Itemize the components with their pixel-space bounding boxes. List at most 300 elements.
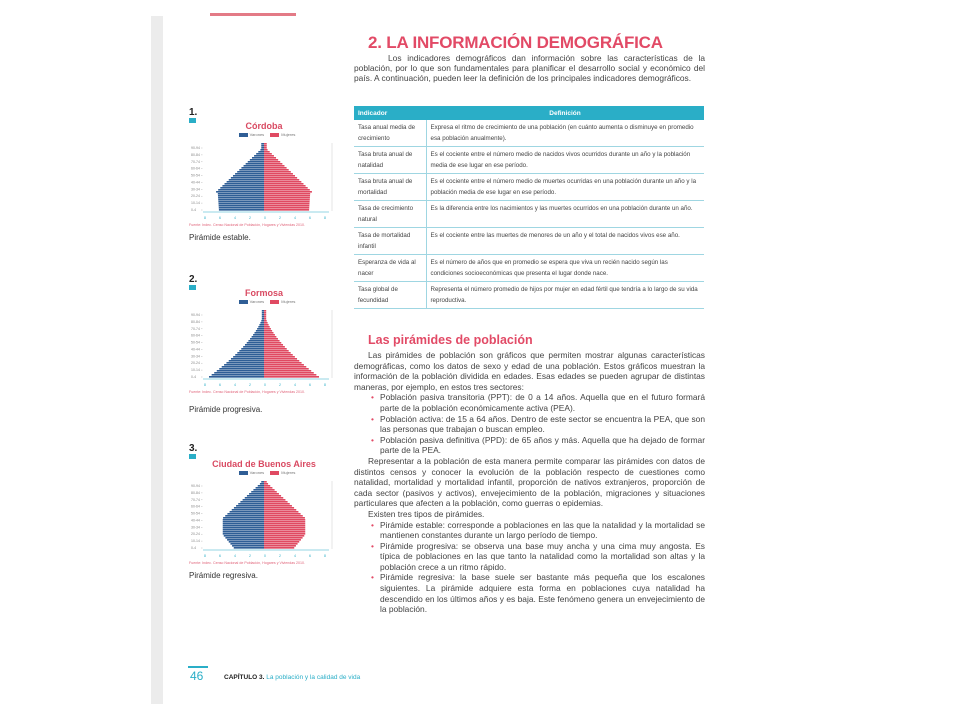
male-bar [223, 523, 264, 525]
male-bar [261, 481, 264, 483]
male-bar [260, 322, 264, 324]
age-label: 80-84 [191, 319, 200, 324]
female-bar [264, 350, 289, 352]
female-bar [264, 354, 293, 356]
female-bar [264, 147, 267, 149]
male-bar [238, 503, 264, 505]
female-bar [264, 374, 316, 376]
female-bar [264, 181, 301, 183]
x-tick-label: 2 [279, 216, 281, 220]
age-label: 70-74 [191, 497, 200, 502]
female-bar [264, 535, 304, 537]
female-bar [264, 326, 270, 328]
male-bar [226, 362, 264, 364]
female-bar [264, 151, 270, 153]
male-bar [225, 537, 264, 539]
male-bar [243, 499, 264, 501]
female-bar [264, 149, 268, 151]
male-bar [239, 350, 264, 352]
pyramid-title: Ciudad de Buenos Aires [212, 459, 316, 469]
female-bar [264, 483, 268, 485]
female-bar [264, 366, 306, 368]
male-bar [219, 209, 264, 211]
male-bar [222, 185, 264, 187]
age-label: 10-14 [191, 539, 200, 544]
table-row [354, 120, 704, 147]
male-bar [231, 177, 264, 179]
age-label: 20-24 [191, 194, 200, 199]
female-bar [264, 497, 283, 499]
female-swatch [270, 133, 279, 137]
female-bar [264, 342, 281, 344]
chapter-footer [224, 674, 360, 681]
pyramid-figure-1 [189, 107, 339, 247]
age-label: 90-94 [191, 484, 200, 488]
female-bar [264, 314, 266, 316]
female-bar [264, 155, 274, 157]
x-tick-label: 6 [309, 554, 311, 558]
figure-number: 1. [189, 107, 198, 118]
male-bar [220, 187, 264, 189]
x-tick-label: 2 [249, 216, 251, 220]
figure-caption: Pirámide estable. [189, 233, 251, 242]
x-tick-label: 6 [219, 383, 221, 387]
source-note: Fuente: Indec. Censo Nacional de Población, Hogares y Viviendas 2010. [189, 390, 306, 394]
male-bar [256, 487, 264, 489]
age-label: 40-44 [191, 180, 200, 185]
male-bar [261, 147, 264, 149]
female-bar [264, 167, 287, 169]
female-bar [264, 145, 267, 147]
male-bar [258, 485, 264, 487]
male-bar [214, 372, 264, 374]
female-bar [264, 322, 268, 324]
definition-cell: Es el cociente entre las muertes de menores de un año y el total de nacidos vivos ese año. [426, 228, 704, 255]
x-tick-label: 8 [204, 383, 206, 387]
female-bar [264, 541, 299, 543]
pyramid-legend [189, 132, 339, 137]
male-bar [244, 165, 264, 167]
table-row [354, 174, 704, 201]
age-label: 50-54 [191, 173, 200, 178]
pyramid-chart [189, 139, 339, 221]
female-bar [264, 207, 309, 209]
male-bar [248, 161, 264, 163]
male-bar [262, 316, 264, 318]
female-bar [264, 368, 309, 370]
female-bar [264, 185, 306, 187]
intro-paragraph: Los indicadores demográficos dan información sobre las características de la población, por lo que son fundamentales para planificar el desarrollo social y económico del país. A continuación, pueden leer la definición de los principales indicadores demográficos. [354, 53, 705, 83]
female-bar [264, 358, 297, 360]
pyramid-chart [189, 306, 339, 388]
age-label: 30-34 [191, 187, 200, 192]
male-bar [250, 338, 264, 340]
female-bar [264, 171, 291, 173]
age-label: 0-4 [191, 375, 197, 379]
female-bar [264, 191, 312, 193]
male-bar [235, 354, 264, 356]
male-bar [209, 376, 264, 378]
age-label: 30-34 [191, 354, 200, 359]
male-swatch [239, 300, 248, 304]
male-bar [218, 199, 264, 201]
legend-female: Mujeres [281, 299, 296, 304]
male-bar [262, 314, 264, 316]
male-bar [246, 163, 264, 165]
x-tick-label: 4 [294, 216, 296, 220]
female-swatch [270, 471, 279, 475]
header-indicator: Indicador [354, 106, 426, 120]
age-label: 50-54 [191, 511, 200, 516]
age-label: 60-64 [191, 504, 200, 509]
figure-number: 2. [189, 274, 198, 285]
female-bar [264, 533, 305, 535]
female-bar [264, 328, 271, 330]
female-bar [264, 173, 293, 175]
male-bar [232, 545, 264, 547]
female-bar [264, 362, 302, 364]
male-bar [257, 328, 264, 330]
age-label: 90-94 [191, 313, 200, 317]
age-label: 30-34 [191, 525, 200, 530]
male-bar [223, 533, 264, 535]
legend-male: Varones [249, 470, 265, 475]
indicator-cell: Tasa global de fecundidad [354, 282, 426, 309]
age-label: 0-4 [191, 208, 197, 212]
female-bar [264, 372, 314, 374]
male-bar [229, 360, 264, 362]
female-bar [264, 334, 275, 336]
female-bar [264, 187, 308, 189]
x-tick-label: 2 [279, 383, 281, 387]
indicator-cell: Tasa de mortalidad infantil [354, 228, 426, 255]
male-bar [225, 183, 264, 185]
page-spine [151, 16, 163, 704]
female-bar [264, 199, 310, 201]
female-bar [264, 511, 298, 513]
x-tick-label: 8 [204, 554, 206, 558]
male-bar [237, 352, 264, 354]
female-bar [264, 310, 266, 312]
header-definition: Definición [426, 106, 704, 120]
figure-caption: Pirámide progresiva. [189, 405, 263, 414]
age-label: 10-14 [191, 368, 200, 373]
x-tick-label: 2 [279, 554, 281, 558]
female-bar [264, 193, 310, 195]
table-row [354, 147, 704, 174]
male-bar [223, 519, 264, 521]
x-tick-label: 6 [219, 216, 221, 220]
male-bar [245, 344, 264, 346]
list-item: • Población pasiva transitoria (PPT): de 0 a 14 años. Aquella que en el futuro formará parte de la población económicamente activa (PEA). [380, 392, 705, 413]
female-bar [264, 177, 297, 179]
definition-cell: Es el cociente entre el número medio de muertes ocurridas en una población durante un año y la población media de ese lugar en ese período. [426, 174, 704, 201]
female-bar [264, 346, 285, 348]
female-bar [264, 515, 303, 517]
indicator-cell: Tasa anual media de crecimiento [354, 120, 426, 147]
male-bar [227, 539, 264, 541]
male-bar [252, 157, 264, 159]
table-row [354, 282, 704, 309]
male-bar [219, 205, 264, 207]
female-bar [264, 195, 310, 197]
male-bar [259, 324, 264, 326]
female-bar [264, 169, 289, 171]
x-tick-label: 8 [324, 554, 326, 558]
female-bar [264, 165, 284, 167]
indicator-cell: Tasa bruta anual de natalidad [354, 147, 426, 174]
female-bar [264, 481, 267, 483]
male-bar [222, 366, 264, 368]
male-bar [236, 505, 264, 507]
figure-number: 3. [189, 443, 198, 454]
male-bar [212, 374, 264, 376]
male-bar [250, 159, 264, 161]
female-bar [264, 531, 305, 533]
male-bar [224, 535, 264, 537]
x-tick-label: 6 [309, 216, 311, 220]
pyramid-types-list [354, 520, 705, 615]
female-bar [264, 336, 276, 338]
female-bar [264, 521, 305, 523]
x-tick-label: 8 [324, 383, 326, 387]
paragraph: Existen tres tipos de pirámides. [368, 508, 485, 519]
male-bar [256, 153, 264, 155]
age-label: 90-94 [191, 146, 200, 150]
pyramid-title: Córdoba [245, 121, 283, 131]
age-label: 70-74 [191, 326, 200, 331]
chapter-label: CAPÍTULO 3. [224, 674, 265, 681]
indicators-table [354, 106, 704, 309]
female-bar [264, 529, 305, 531]
paragraph: Las pirámides de población son gráficos que permiten mostrar algunas características demográficas, como los datos de sexo y edad de una población. Estos gráficos muestran la información de la población dividida en edades. Esas edades se pueden agrupar de distintas maneras, por ejemplo, en estos tres sectores: [354, 350, 705, 392]
female-bar [264, 547, 294, 549]
male-bar [258, 326, 264, 328]
pyramid-title: Formosa [244, 288, 283, 298]
female-bar [264, 201, 310, 203]
female-bar [264, 356, 295, 358]
male-bar [245, 497, 264, 499]
male-bar [223, 525, 264, 527]
male-bar [260, 483, 264, 485]
female-bar [264, 340, 280, 342]
female-bar [264, 519, 305, 521]
legend-male: Varones [249, 132, 265, 137]
male-bar [260, 149, 264, 151]
male-bar [248, 340, 264, 342]
female-bar [264, 352, 291, 354]
male-bar [227, 513, 264, 515]
male-bar [233, 356, 264, 358]
list-item: • Pirámide regresiva: la base suele ser bastante más pequeña que los escalones siguientes. La pirámide adquiere esta forma en poblaciones cuya natalidad ha descendido en los últimos años y es baja. Este fenómeno genera un envejecimiento de la población. [380, 572, 705, 614]
male-bar [223, 521, 264, 523]
male-bar [227, 181, 264, 183]
male-bar [241, 167, 264, 169]
page-number: 46 [190, 669, 204, 683]
female-bar [264, 491, 277, 493]
legend-female: Mujeres [281, 132, 296, 137]
male-bar [262, 310, 264, 312]
x-tick-label: 4 [234, 554, 236, 558]
female-bar [264, 197, 310, 199]
definition-cell: Representa el número promedio de hijos por mujer en edad fértil que tendría a lo largo de su vida reproductiva. [426, 282, 704, 309]
female-bar [264, 489, 275, 491]
x-tick-label: 0 [264, 554, 266, 558]
pyramid-figure-2 [189, 274, 339, 419]
female-bar [264, 143, 267, 145]
female-bar [264, 203, 310, 205]
male-bar [219, 207, 264, 209]
male-bar [224, 364, 264, 366]
paragraph: Representar a la población de esta manera permite comparar las pirámides con datos de distintos censos y conocer la evolución de la población respecto de cuestiones como natalidad, mortalidad y mortalidad infantil, proporción de nativos extranjeros, proporción de cada sector (pasivos y activos), envejecimiento de la población, migraciones y situaciones particulares que afecten a la población, como guerras o epidemias. [354, 455, 705, 509]
age-label: 80-84 [191, 152, 200, 157]
female-bar [264, 505, 292, 507]
x-tick-label: 2 [249, 554, 251, 558]
female-bar [264, 344, 283, 346]
female-bar [264, 485, 270, 487]
male-bar [253, 334, 264, 336]
male-bar [234, 507, 264, 509]
female-bar [264, 338, 278, 340]
male-bar [218, 201, 264, 203]
female-bar [264, 318, 266, 320]
x-tick-label: 4 [294, 554, 296, 558]
male-bar [218, 193, 264, 195]
female-bar [264, 525, 305, 527]
x-tick-label: 6 [219, 554, 221, 558]
pyramid-legend [189, 299, 339, 304]
male-bar [231, 358, 264, 360]
age-label: 80-84 [191, 490, 200, 495]
indicator-cell: Tasa de crecimiento natural [354, 201, 426, 228]
male-bar [234, 547, 264, 549]
female-bar [264, 209, 309, 211]
male-bar [256, 330, 264, 332]
sector-list [354, 392, 705, 456]
male-bar [230, 543, 264, 545]
male-bar [233, 175, 264, 177]
body-text [354, 350, 705, 615]
list-item: • Población pasiva definitiva (PPD): de 65 años y más. Aquella que ha dejado de formar parte de la PEA. [380, 435, 705, 456]
male-bar [216, 191, 264, 193]
female-bar [264, 527, 305, 529]
indicator-cell: Esperanza de vida al nacer [354, 255, 426, 282]
male-bar [223, 531, 264, 533]
x-tick-label: 0 [264, 383, 266, 387]
female-bar [264, 159, 278, 161]
male-bar [223, 529, 264, 531]
male-bar [261, 320, 264, 322]
female-bar [264, 513, 301, 515]
male-bar [225, 515, 264, 517]
female-bar [264, 545, 296, 547]
table-row [354, 201, 704, 228]
female-bar [264, 205, 309, 207]
female-bar [264, 376, 319, 378]
male-bar [247, 342, 264, 344]
male-bar [218, 197, 264, 199]
female-bar [264, 509, 296, 511]
list-item: • Población activa: de 15 a 64 años. Dentro de este sector se encuentra la PEA, que son las personas que trabajan o buscan empleo. [380, 414, 705, 435]
female-bar [264, 324, 269, 326]
x-tick-label: 2 [249, 383, 251, 387]
chapter-title: La población y la calidad de vida [266, 674, 361, 681]
male-bar [241, 348, 264, 350]
pyramid-figure-3 [189, 443, 339, 583]
list-item: • Pirámide estable: corresponde a poblaciones en las que la natalidad y la mortalidad se mantienen constantes durante un largo período de tiempo. [380, 520, 705, 541]
indicator-cell: Tasa bruta anual de mortalidad [354, 174, 426, 201]
female-bar [264, 539, 301, 541]
table-header-row [354, 106, 704, 120]
age-label: 20-24 [191, 361, 200, 366]
x-tick-label: 8 [324, 216, 326, 220]
female-bar [264, 503, 290, 505]
female-bar [264, 537, 303, 539]
definition-cell: Expresa el ritmo de crecimiento de una población (en cuánto aumenta o disminuye en promedio esa población anualmente). [426, 120, 704, 147]
table-row [354, 228, 704, 255]
female-bar [264, 189, 310, 191]
male-bar [219, 368, 264, 370]
age-label: 60-64 [191, 333, 200, 338]
female-bar [264, 495, 281, 497]
female-bar [264, 332, 273, 334]
male-bar [262, 318, 264, 320]
male-bar [223, 517, 264, 519]
male-bar [253, 489, 264, 491]
female-swatch [270, 300, 279, 304]
male-bar [237, 171, 264, 173]
male-swatch [239, 133, 248, 137]
female-bar [264, 360, 299, 362]
female-bar [264, 153, 272, 155]
male-bar [258, 151, 264, 153]
subsection-heading: Las pirámides de población [368, 333, 533, 347]
male-bar [261, 145, 264, 147]
male-bar [232, 509, 264, 511]
definition-cell: Es el número de años que en promedio se espera que viva un recién nacido según las condiciones socioeconómicas que presenta el lugar donde nace. [426, 255, 704, 282]
pyramid-legend [189, 470, 339, 475]
male-bar [261, 143, 264, 145]
male-bar [218, 189, 264, 191]
male-bar [243, 346, 264, 348]
male-bar [254, 155, 264, 157]
female-bar [264, 316, 266, 318]
male-bar [252, 336, 264, 338]
x-tick-label: 8 [204, 216, 206, 220]
figure-caption: Pirámide regresiva. [189, 571, 258, 580]
female-bar [264, 523, 305, 525]
female-bar [264, 487, 272, 489]
male-bar [217, 370, 264, 372]
age-label: 0-4 [191, 546, 197, 550]
x-tick-label: 4 [294, 383, 296, 387]
female-bar [264, 161, 280, 163]
female-bar [264, 157, 276, 159]
x-tick-label: 0 [264, 216, 266, 220]
age-label: 40-44 [191, 347, 200, 352]
x-tick-label: 4 [234, 383, 236, 387]
female-bar [264, 179, 299, 181]
female-bar [264, 320, 267, 322]
legend-male: Varones [249, 299, 265, 304]
list-item: • Pirámide progresiva: se observa una base muy ancha y una cima muy angosta. Es típica de poblaciones en las que tanto la natalidad como la mortalidad son altas y la población crece a un ritmo rápido. [380, 541, 705, 573]
female-bar [264, 507, 294, 509]
legend-female: Mujeres [281, 470, 296, 475]
female-bar [264, 370, 311, 372]
section-heading: 2. LA INFORMACIÓN DEMOGRÁFICA [368, 33, 663, 52]
female-bar [264, 499, 285, 501]
male-bar [247, 495, 264, 497]
